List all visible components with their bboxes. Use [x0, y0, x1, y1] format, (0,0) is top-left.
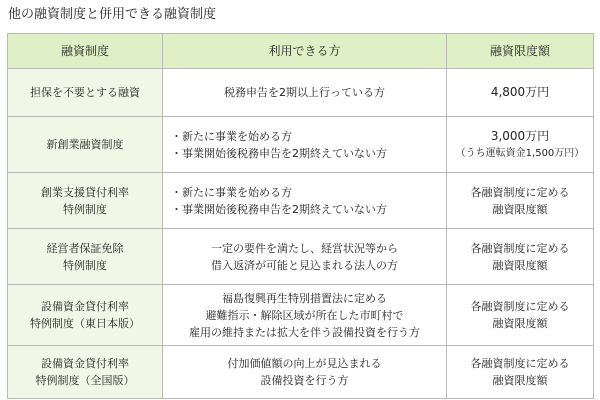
eligible-cell: [163, 285, 447, 346]
eligible-text: 設備投資を行う方: [260, 374, 349, 387]
eligible-cell: [163, 69, 447, 117]
limit-text: 融資限度額: [492, 202, 548, 216]
eligible-text: ・新たに事業を始める方: [171, 185, 292, 199]
eligible-text: 税務申告を2期以上行っている方: [224, 86, 385, 99]
limit-cell: [447, 69, 594, 117]
eligible-cell: [163, 229, 447, 285]
eligible-text: 付加価値額の向上が見込まれる: [227, 357, 382, 370]
eligible-cell: [163, 117, 447, 173]
table-row: [8, 69, 594, 117]
eligible-text: 一定の要件を満たし、経営状況等から: [211, 241, 398, 255]
limit-text: 各融資制度に定める: [470, 185, 570, 199]
eligible-text: 借入返済が可能と見込まれる法人の方: [211, 258, 398, 272]
table-header-row: [8, 34, 594, 69]
eligible-cell: [163, 173, 447, 229]
loan-system-cell: [8, 117, 163, 173]
loan-system-cell: [8, 173, 163, 229]
eligible-text: 避難指示・解除区域が所在した市町村で: [205, 308, 404, 322]
limit-text: 4,800万円: [490, 85, 550, 99]
loan-system-cell: [8, 229, 163, 285]
limit-cell: [447, 117, 594, 173]
loan-system-name: 担保を不要とする融資: [30, 86, 140, 99]
limit-text: 各融資制度に定める: [470, 357, 570, 370]
eligible-text: ・新たに事業を始める方: [171, 129, 292, 143]
table-row: [8, 117, 594, 173]
table-row: [8, 285, 594, 346]
table-row: [8, 173, 594, 229]
loan-system-name: 創業支援貸付利率: [41, 185, 129, 199]
loan-system-name: 特例制度: [63, 258, 107, 272]
limit-cell: [447, 173, 594, 229]
loan-systems-table: [7, 33, 594, 399]
loan-system-name: 設備資金貸付利率: [41, 300, 129, 313]
limit-cell: [447, 285, 594, 346]
limit-text: 3,000万円: [490, 128, 550, 143]
loan-system-name: 新創業融資制度: [46, 138, 124, 151]
header-loan-system: 融資制度: [8, 34, 163, 69]
eligible-text: 雇用の維持または拡大を伴う設備投資を行う方: [189, 325, 420, 339]
eligible-text: 福島復興再生特別措置法に定める: [222, 291, 387, 305]
table-row: [8, 346, 594, 399]
loan-system-name: 設備資金貸付利率: [41, 357, 129, 370]
limit-text: 各融資制度に定める: [470, 241, 570, 255]
page-title: 他の融資制度と併用できる融資制度: [8, 7, 217, 22]
loan-system-cell: [8, 285, 163, 346]
limit-text: 融資限度額: [492, 374, 548, 387]
loan-system-cell: [8, 346, 163, 399]
limit-text: 融資限度額: [492, 258, 548, 272]
eligible-text: ・事業開始後税務申告を2期終えていない方: [171, 146, 387, 160]
table-row: [8, 229, 594, 285]
eligible-cell: [163, 346, 447, 399]
limit-text: 融資限度額: [492, 317, 548, 330]
header-limit: 融資限度額: [447, 34, 594, 69]
eligible-text: ・事業開始後税務申告を2期終えていない方: [171, 202, 387, 216]
limit-text: 各融資制度に定める: [470, 300, 570, 313]
limit-cell: [447, 229, 594, 285]
loan-system-name: 経営者保証免除: [46, 241, 124, 255]
limit-cell: [447, 346, 594, 399]
header-eligible: 利用できる方: [163, 34, 447, 69]
loan-system-name: 特例制度（全国版）: [35, 374, 135, 387]
loan-system-name: 特例制度: [63, 202, 107, 216]
limit-note: （うち運転資金1,500万円）: [455, 147, 585, 159]
loan-system-name: 特例制度（東日本版）: [30, 317, 140, 330]
loan-system-cell: [8, 69, 163, 117]
